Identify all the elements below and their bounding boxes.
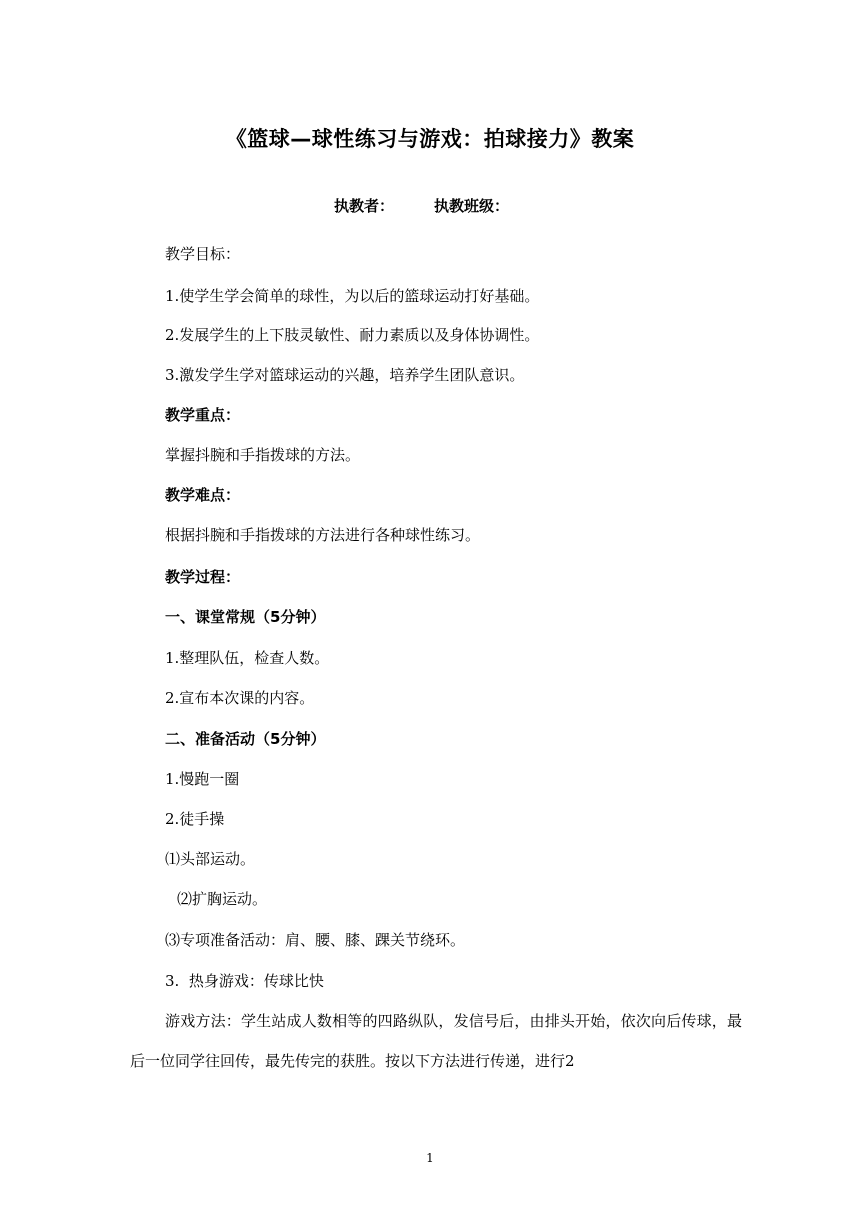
document-title: 《篮球—球性练习与游戏：拍球接力》教案	[225, 127, 635, 151]
game-method-paragraph: 游戏方法：学生站成人数相等的四路纵队，发信号后，由排头开始，依次向后传球，最后一位同学往回传，最先传完的获胜。按以下方法进行传递，进行2	[130, 1012, 742, 1070]
objective-item: 3.激发学生学对篮球运动的兴趣，培养学生团队意识。	[165, 366, 525, 384]
class-label: 执教班级：	[434, 197, 510, 215]
teacher-label: 执教者：	[334, 197, 395, 215]
section2-subitem: ⑴头部运动。	[165, 850, 256, 868]
difficulties-heading: 教学难点：	[165, 486, 241, 504]
process-heading: 教学过程：	[165, 568, 241, 586]
section2-item: 1.慢跑一圈	[165, 770, 240, 788]
section1-heading: 一、课堂常规（5分钟）	[165, 608, 326, 626]
objectives-heading: 教学目标：	[165, 245, 241, 263]
section2-item: 2.徒手操	[165, 810, 225, 828]
page-number: 1	[426, 1151, 434, 1165]
objective-item: 1.使学生学会简单的球性，为以后的篮球运动打好基础。	[165, 287, 540, 305]
section2-subitem: ⑵扩胸运动。	[177, 890, 268, 908]
difficulties-text: 根据抖腕和手指拨球的方法进行各种球性练习。	[165, 526, 481, 544]
teacher-info	[334, 194, 509, 218]
key-points-text: 掌握抖腕和手指拨球的方法。	[165, 446, 361, 464]
section2-heading: 二、准备活动（5分钟）	[165, 730, 326, 748]
section1-item: 2.宣布本次课的内容。	[165, 689, 315, 707]
section2-item: 3. 热身游戏：传球比快	[165, 972, 324, 990]
section1-item: 1.整理队伍，检查人数。	[165, 649, 330, 667]
objective-item: 2.发展学生的上下肢灵敏性、耐力素质以及身体协调性。	[165, 326, 540, 344]
key-points-heading: 教学重点：	[165, 406, 241, 424]
section2-subitem: ⑶专项准备活动：肩、腰、膝、踝关节绕环。	[165, 931, 466, 949]
